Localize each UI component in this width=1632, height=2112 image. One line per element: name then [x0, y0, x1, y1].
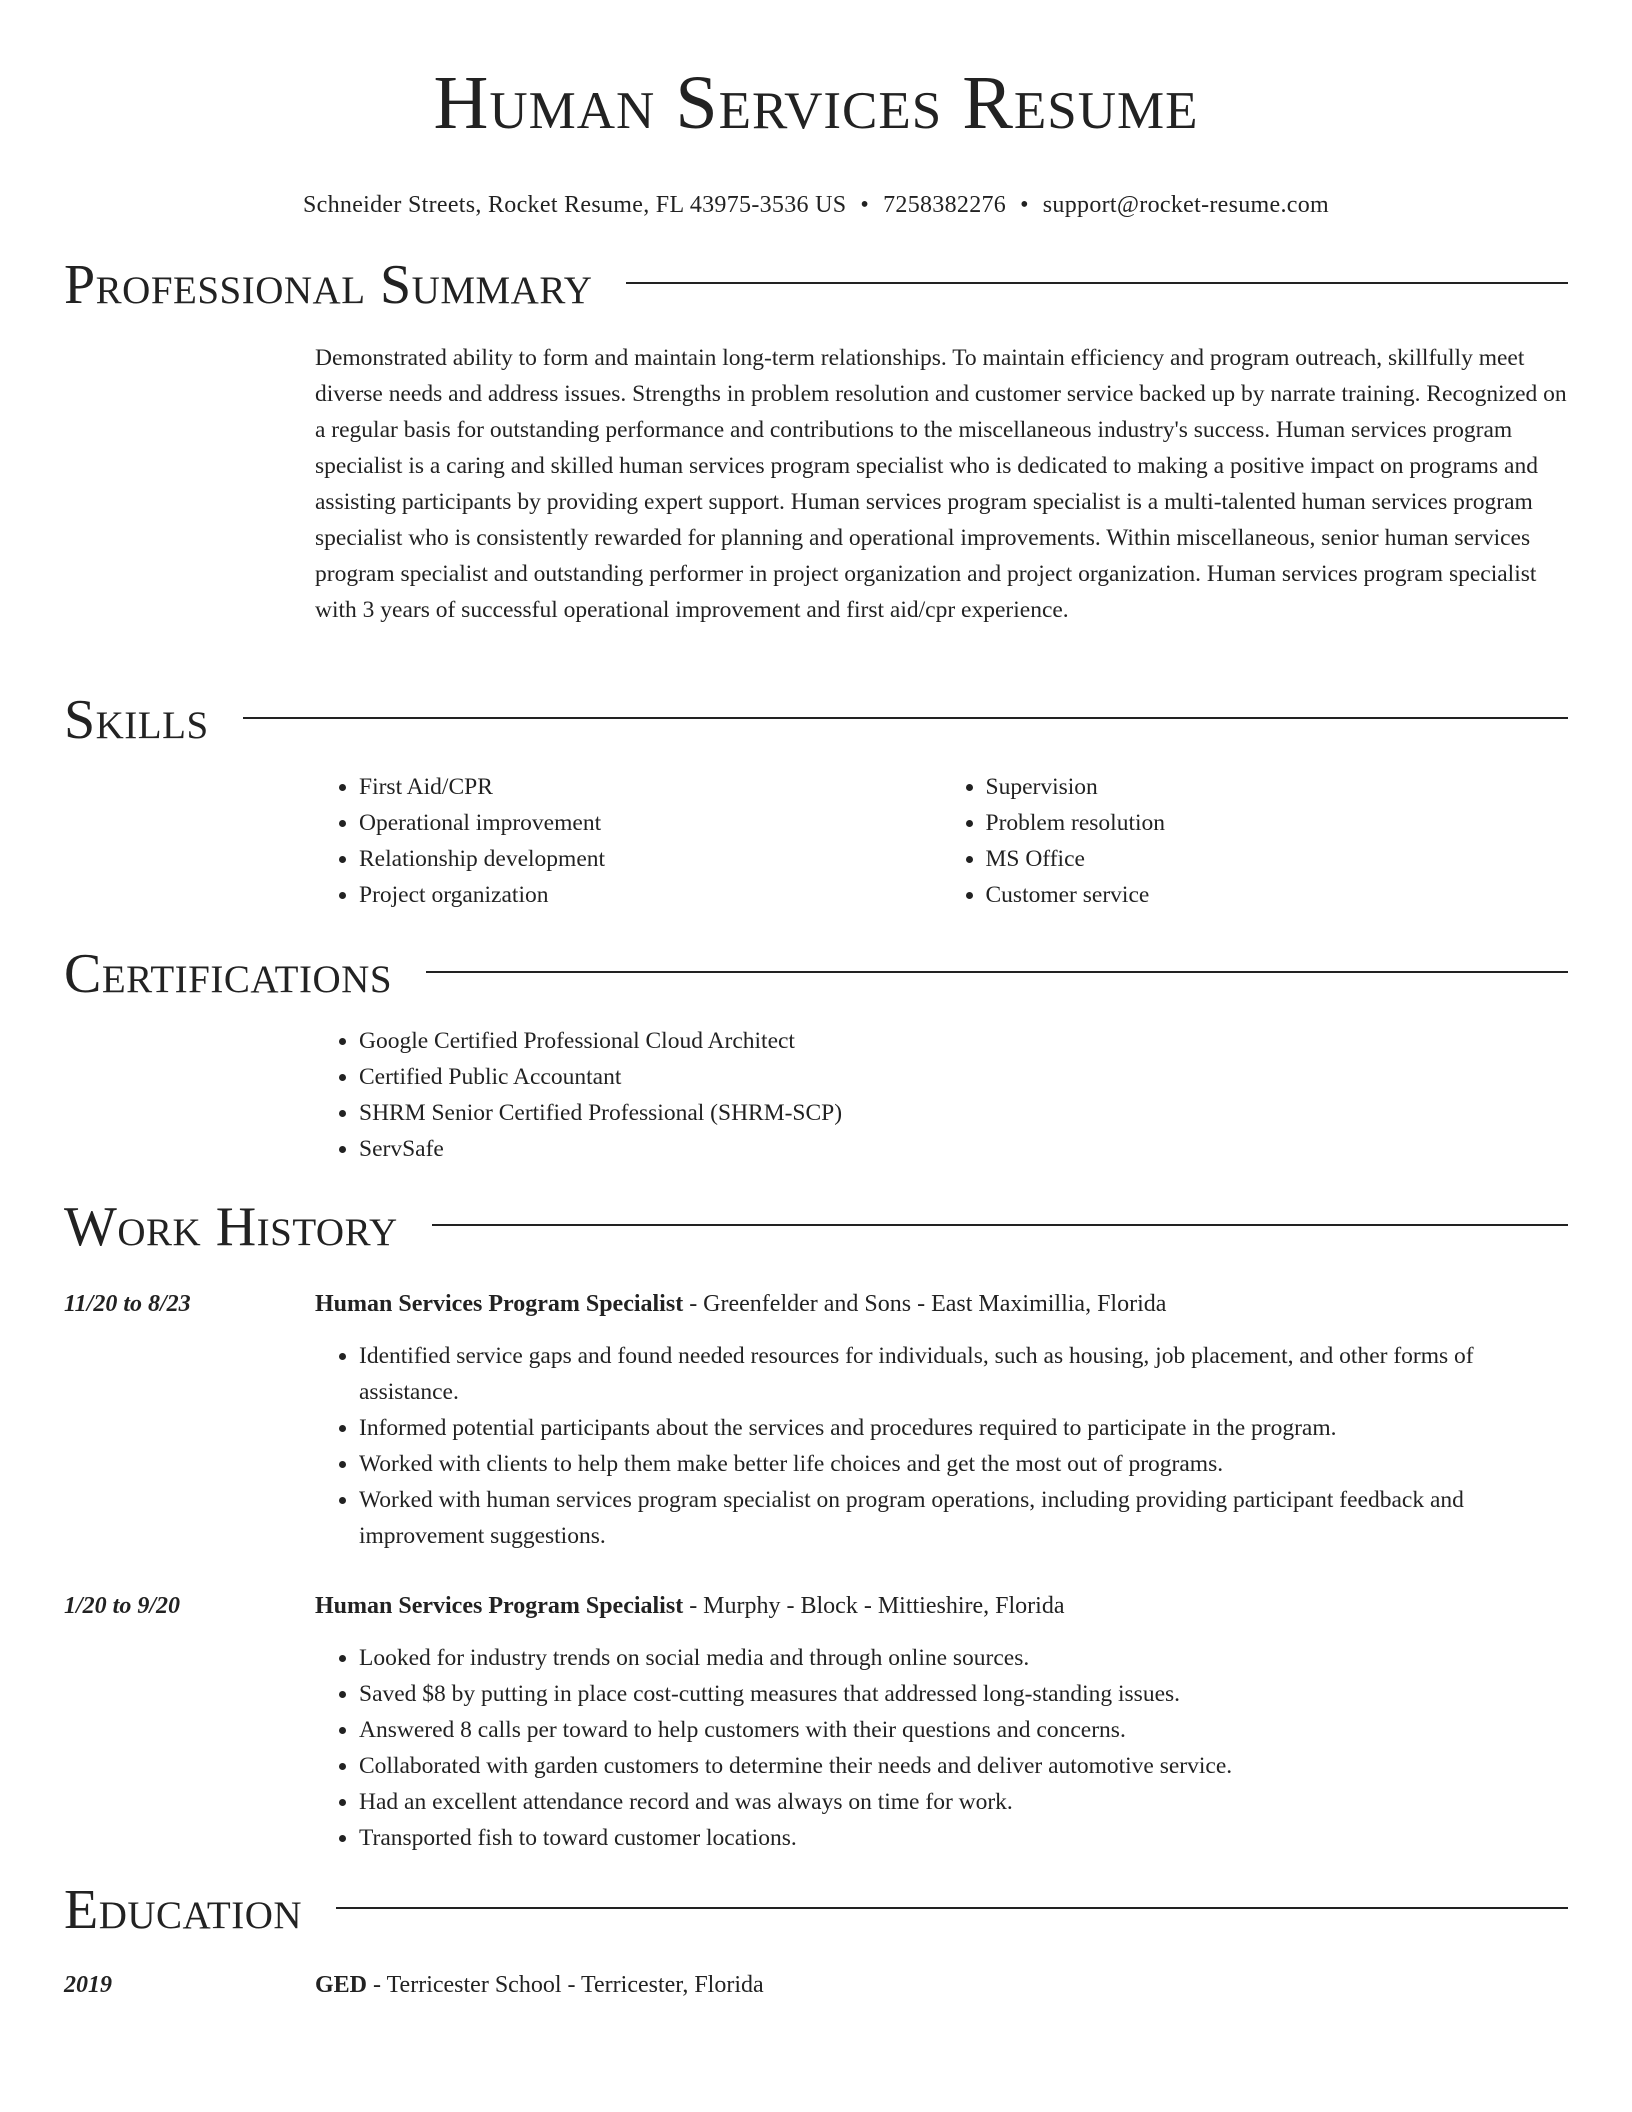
section-header: [64, 941, 1568, 1007]
section-divider: [626, 282, 1568, 284]
contact-separator: •: [860, 192, 870, 218]
education-year: 2019: [64, 1972, 112, 1998]
contact-separator: •: [1020, 192, 1029, 218]
section-heading-certifications: Certifications: [64, 943, 393, 1005]
section-certifications: [64, 941, 1568, 1167]
section-heading-education: Education: [64, 1879, 303, 1941]
section-heading-skills: Skills: [64, 689, 209, 751]
contact-phone: 7258382276: [883, 192, 1007, 218]
job-details: - Murphy - Block - Mittieshire, Florida: [683, 1593, 1065, 1619]
skills-list-right: [942, 769, 1569, 913]
skill-item: • First Aid/CPR: [359, 769, 942, 805]
job-duty: • Worked with human services program specialist on program operations, including providing participant feedback and improvement suggestions.: [359, 1482, 1568, 1554]
skill-item: • MS Office: [986, 841, 1569, 877]
job-duty: • Transported fish to toward customer locations.: [359, 1820, 1568, 1856]
section-divider: [336, 1907, 1568, 1909]
education-entry: [64, 1967, 1568, 2003]
job-duty: • Answered 8 calls per toward to help customers with their questions and concerns.: [359, 1712, 1568, 1748]
job-heading: [315, 1588, 1064, 1624]
certification-item: • Certified Public Accountant: [359, 1059, 1568, 1095]
job-duty: • Collaborated with garden customers to determine their needs and deliver automotive service.: [359, 1748, 1568, 1784]
education-heading: [315, 1967, 764, 2003]
skills-list-left: [315, 769, 942, 913]
section-divider: [426, 971, 1568, 973]
job-duty: • Worked with clients to help them make better life choices and get the most out of programs.: [359, 1446, 1568, 1482]
section-skills: [64, 687, 1568, 913]
section-heading-summary: Professional Summary: [64, 254, 593, 316]
job-duties-list: [315, 1640, 1568, 1856]
job-duty: • Identified service gaps and found needed resources for individuals, such as housing, job placement, and other forms of assistance.: [359, 1338, 1568, 1410]
section-header: [64, 687, 1568, 753]
section-education: [64, 1877, 1568, 2003]
section-divider: [243, 717, 1568, 719]
job-duty: • Had an excellent attendance record and was always on time for work.: [359, 1784, 1568, 1820]
section-header: [64, 1194, 1568, 1260]
job-heading: [315, 1286, 1166, 1322]
job-duty: • Looked for industry trends on social media and through online sources.: [359, 1640, 1568, 1676]
section-divider: [432, 1224, 1568, 1226]
section-header: [64, 252, 1568, 318]
certification-item: • ServSafe: [359, 1131, 1568, 1167]
job-title: Human Services Program Specialist: [315, 1291, 684, 1317]
resume-page: [64, 0, 1568, 1998]
job-details: - Greenfelder and Sons - East Maximillia, Florida: [683, 1291, 1167, 1317]
skill-item: • Supervision: [986, 769, 1569, 805]
skill-item: • Relationship development: [359, 841, 942, 877]
job-title: Human Services Program Specialist: [315, 1593, 684, 1619]
skill-item: • Project organization: [359, 877, 942, 913]
section-work-history: [64, 1194, 1568, 1856]
job-entry: [64, 1286, 1568, 1554]
certifications-list: [315, 1023, 1568, 1167]
certification-item: • Google Certified Professional Cloud Architect: [359, 1023, 1568, 1059]
contact-line: [64, 190, 1568, 220]
job-dates: 11/20 to 8/23: [64, 1291, 191, 1317]
certification-item: • SHRM Senior Certified Professional (SHRM-SCP): [359, 1095, 1568, 1131]
job-dates: 1/20 to 9/20: [64, 1593, 181, 1619]
skill-item: • Customer service: [986, 877, 1569, 913]
job-duty: • Saved $8 by putting in place cost-cutting measures that addressed long-standing issues.: [359, 1676, 1568, 1712]
job-duty: • Informed potential participants about the services and procedures required to participate in the program.: [359, 1410, 1568, 1446]
resume-title: Human Services Resume: [433, 61, 1199, 145]
skill-item: • Operational improvement: [359, 805, 942, 841]
skill-item: • Problem resolution: [986, 805, 1569, 841]
job-entry: [64, 1588, 1568, 1856]
education-degree: GED: [315, 1972, 368, 1998]
section-heading-work-history: Work History: [64, 1196, 398, 1258]
section-summary: [64, 252, 1568, 628]
contact-address: Schneider Streets, Rocket Resume, FL 43975-3536 US: [303, 192, 847, 218]
summary-paragraph: Demonstrated ability to form and maintain long-term relationships. To maintain efficiency and program outreach, skillfully meet diverse needs and address issues. Strengths in problem resolution and customer service backed up by narrate training. Recognized on a regular basis for outstanding performance and contributions to the miscellaneous industry's success. Human services program specialist is a caring and skilled human services program specialist who is dedicated to making a positive impact on programs and assisting participants by providing expert support. Human services program specialist is a multi-talented human services program specialist who is consistently rewarded for planning and operational improvements. Within miscellaneous, senior human services program specialist and outstanding performer in project organization and project organization. Human services program specialist with 3 years of successful operational improvement and first aid/cpr experience.: [315, 345, 1567, 623]
contact-email: support@rocket-resume.com: [1042, 192, 1329, 218]
section-header: [64, 1877, 1568, 1943]
education-details: - Terricester School - Terricester, Florida: [367, 1972, 764, 1998]
job-duties-list: [315, 1338, 1568, 1554]
